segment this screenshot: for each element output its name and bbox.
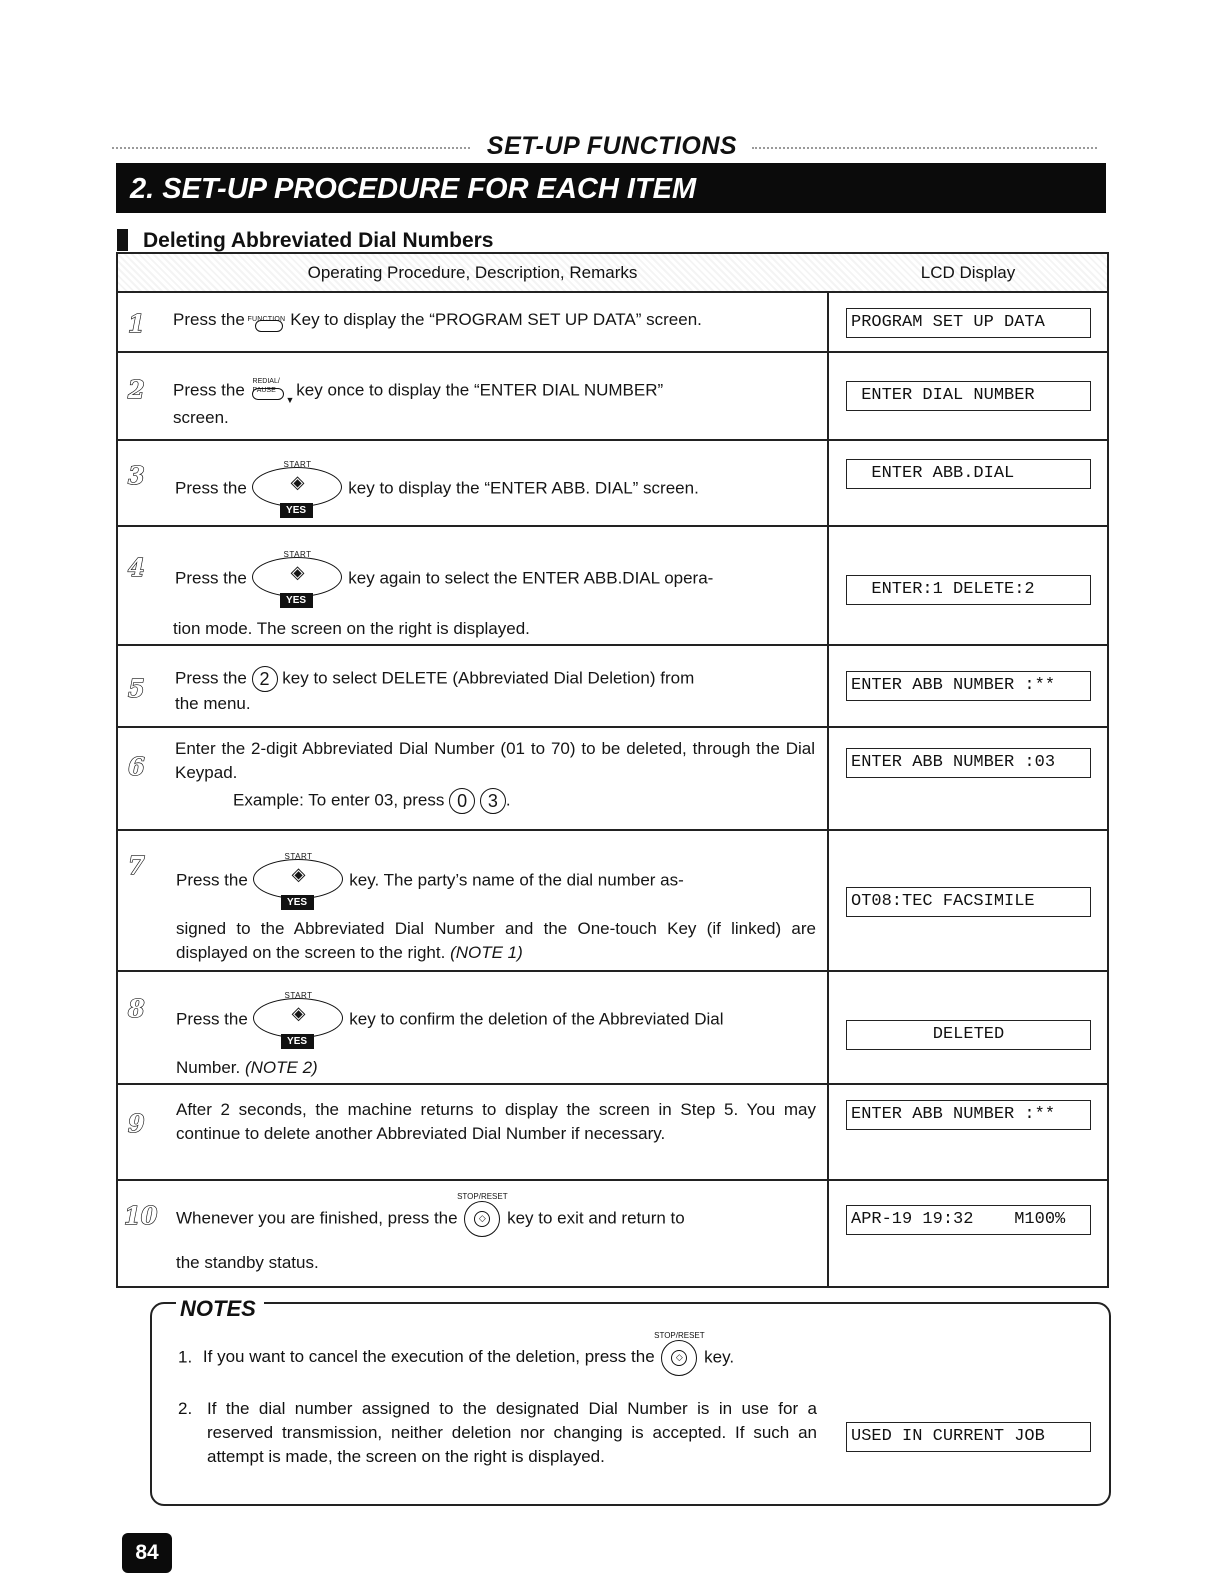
step-text-cont: the standby status.: [176, 1253, 319, 1272]
section-header: [112, 130, 1097, 164]
key-0-icon: 0: [449, 788, 475, 814]
step-text-pre: Press the: [176, 870, 248, 890]
lcd-display: ENTER ABB NUMBER :03: [846, 748, 1091, 778]
note-text-post: key.: [704, 1347, 735, 1367]
step-text-cont-body: Number.: [176, 1058, 241, 1077]
example-label: Example: To enter 03, press: [233, 790, 445, 810]
step-number: 5: [128, 674, 145, 703]
table-row: [118, 1181, 1107, 1286]
step-text: [173, 376, 813, 430]
table-row: [118, 728, 1107, 831]
lcd-display: PROGRAM SET UP DATA: [846, 308, 1091, 338]
step-text-cont: [176, 917, 816, 965]
step-text: After 2 seconds, the machine returns to display the screen in Step 5. You may continue to delete another Abbreviated Dial Number if necessary.: [176, 1100, 816, 1143]
step-text-cont: [176, 1056, 816, 1080]
lcd-display: ENTER ABB NUMBER :**: [846, 671, 1091, 701]
key-2-icon: 2: [252, 666, 278, 692]
start-key-caption: START: [284, 991, 313, 1000]
lcd-display: DELETED: [846, 1020, 1091, 1050]
start-key-icon: START ◈ YES: [252, 467, 344, 511]
yes-key-label: YES: [280, 593, 313, 608]
step-text-post: key to select DELETE (Abbreviated Dial Deletion) from: [282, 668, 695, 688]
stop-reset-key-icon: STOP/RESET ◇: [462, 1201, 502, 1237]
function-key-caption: FUNCTION: [247, 315, 286, 323]
step-text-pre: Press the: [173, 380, 245, 400]
page-title: 2. SET-UP PROCEDURE FOR EACH ITEM: [116, 163, 1106, 213]
start-key-caption: START: [283, 550, 312, 559]
step-number: 2: [128, 375, 145, 404]
notes-title: NOTES: [176, 1296, 264, 1322]
start-key-icon: START ◈ YES: [253, 859, 345, 903]
step-text-cont: the menu.: [175, 694, 251, 713]
page-number: 84: [122, 1533, 172, 1573]
lcd-display: ENTER ABB.DIAL: [846, 459, 1091, 489]
step-number: 4: [128, 553, 145, 582]
pause-caption: PAUSE: [252, 387, 276, 394]
step-example: [233, 788, 793, 814]
lcd-display: ENTER:1 DELETE:2: [846, 575, 1091, 605]
step-text: [176, 1192, 826, 1237]
section-label: SET-UP FUNCTIONS: [486, 132, 738, 160]
lcd-display: ENTER DIAL NUMBER: [846, 381, 1091, 411]
step-text-post: key again to select the ENTER ABB.DIAL opera-: [348, 568, 714, 588]
step-text: [173, 308, 823, 332]
table-row: [118, 291, 1107, 353]
step-number: 3: [128, 461, 145, 490]
example-end: .: [505, 790, 511, 810]
step-text: [176, 991, 821, 1047]
note-2-number: 2.: [178, 1399, 193, 1418]
redial-caption: REDIAL/: [252, 378, 280, 385]
header-dots-right: [752, 147, 1097, 149]
start-key-icon: START ◈ YES: [253, 998, 345, 1042]
step-text: [176, 852, 816, 908]
function-key-icon: [247, 310, 286, 332]
note-text: If you want to cancel the execution of the deletion, press the: [202, 1347, 655, 1367]
step-number: 8: [128, 994, 145, 1023]
step-number: 10: [124, 1201, 158, 1230]
note-number: 1.: [178, 1347, 193, 1367]
start-key-icon: START ◈ YES: [252, 557, 344, 601]
step-text-cont: screen.: [173, 408, 229, 427]
step-text-pre: Press the: [176, 1009, 248, 1029]
step-text-pre: Press the: [175, 668, 247, 688]
step-text-pre: Press the: [175, 478, 247, 498]
step-text: [175, 460, 815, 516]
procedure-table: [116, 252, 1109, 1288]
key-3-icon: 3: [480, 788, 506, 814]
step-text-pre: Press the: [173, 310, 245, 329]
step-text: [175, 666, 815, 716]
lcd-display: OT08:TEC FACSIMILE: [846, 887, 1091, 917]
table-row: [118, 441, 1107, 527]
note-reference: (NOTE 2): [244, 1058, 318, 1077]
table-row: [118, 353, 1107, 441]
note-reference: (NOTE 1): [450, 943, 523, 962]
step-text-post: key to display the “ENTER ABB. DIAL” screen.: [348, 478, 699, 498]
note-lcd-display: USED IN CURRENT JOB: [846, 1422, 1091, 1452]
stop-reset-caption: STOP/RESET: [457, 1192, 508, 1201]
yes-key-label: YES: [281, 1034, 314, 1049]
step-text: [175, 550, 820, 606]
col-procedure-header: Operating Procedure, Description, Remarks: [307, 263, 638, 282]
step-text-post: key. The party’s name of the dial number as-: [349, 870, 684, 890]
step-text-post: Key to display the “PROGRAM SET UP DATA” screen.: [290, 310, 702, 329]
step-text-post: key once to display the “ENTER DIAL NUMBER”: [296, 380, 664, 400]
step-text-pre: Whenever you are finished, press the: [176, 1208, 458, 1228]
stop-reset-caption: STOP/RESET: [654, 1331, 705, 1340]
step-text-pre: Press the: [175, 568, 247, 588]
step-text-post: key to exit and return to: [507, 1208, 685, 1228]
start-key-caption: START: [284, 852, 313, 861]
step-number: 7: [128, 851, 145, 880]
redial-pause-key-icon: REDIAL/ PAUSE ▼: [250, 376, 292, 406]
table-header: [118, 254, 1107, 293]
step-number: 6: [128, 752, 145, 781]
step-text: Enter the 2-digit Abbreviated Dial Number (01 to 70) to be deleted, through the Dial Keypad.: [175, 739, 815, 782]
step-text-cont: tion mode. The screen on the right is displayed.: [173, 619, 530, 638]
table-row: [118, 646, 1107, 728]
note-2: If the dial number assigned to the designated Dial Number is in use for a reserved transmission, neither deletion nor changing is accepted. If such an attempt is made, the screen on the right is displayed.: [207, 1399, 817, 1466]
start-key-caption: START: [283, 460, 312, 469]
yes-key-label: YES: [281, 895, 314, 910]
table-row: [118, 831, 1107, 972]
col-lcd-header: LCD Display: [920, 263, 1016, 282]
step-text-post: key to confirm the deletion of the Abbreviated Dial: [349, 1009, 724, 1029]
yes-key-label: YES: [280, 503, 313, 518]
table-row: [118, 527, 1107, 646]
table-row: [118, 1085, 1107, 1181]
stop-reset-key-icon: STOP/RESET ◇: [659, 1340, 699, 1376]
table-row: [118, 972, 1107, 1085]
subtitle-text: Deleting Abbreviated Dial Numbers: [143, 229, 494, 252]
note-1: [178, 1331, 878, 1376]
bullet-marker: [117, 229, 128, 251]
lcd-display: ENTER ABB NUMBER :**: [846, 1100, 1091, 1130]
lcd-display: APR-19 19:32 M100%: [846, 1205, 1091, 1235]
step-number: 1: [128, 309, 145, 338]
header-dots-left: [112, 147, 470, 149]
step-number: 9: [128, 1109, 145, 1138]
step-text-cont-body: signed to the Abbreviated Dial Number and the One-touch Key (if linked) are displayed on the screen to the right.: [176, 919, 816, 962]
